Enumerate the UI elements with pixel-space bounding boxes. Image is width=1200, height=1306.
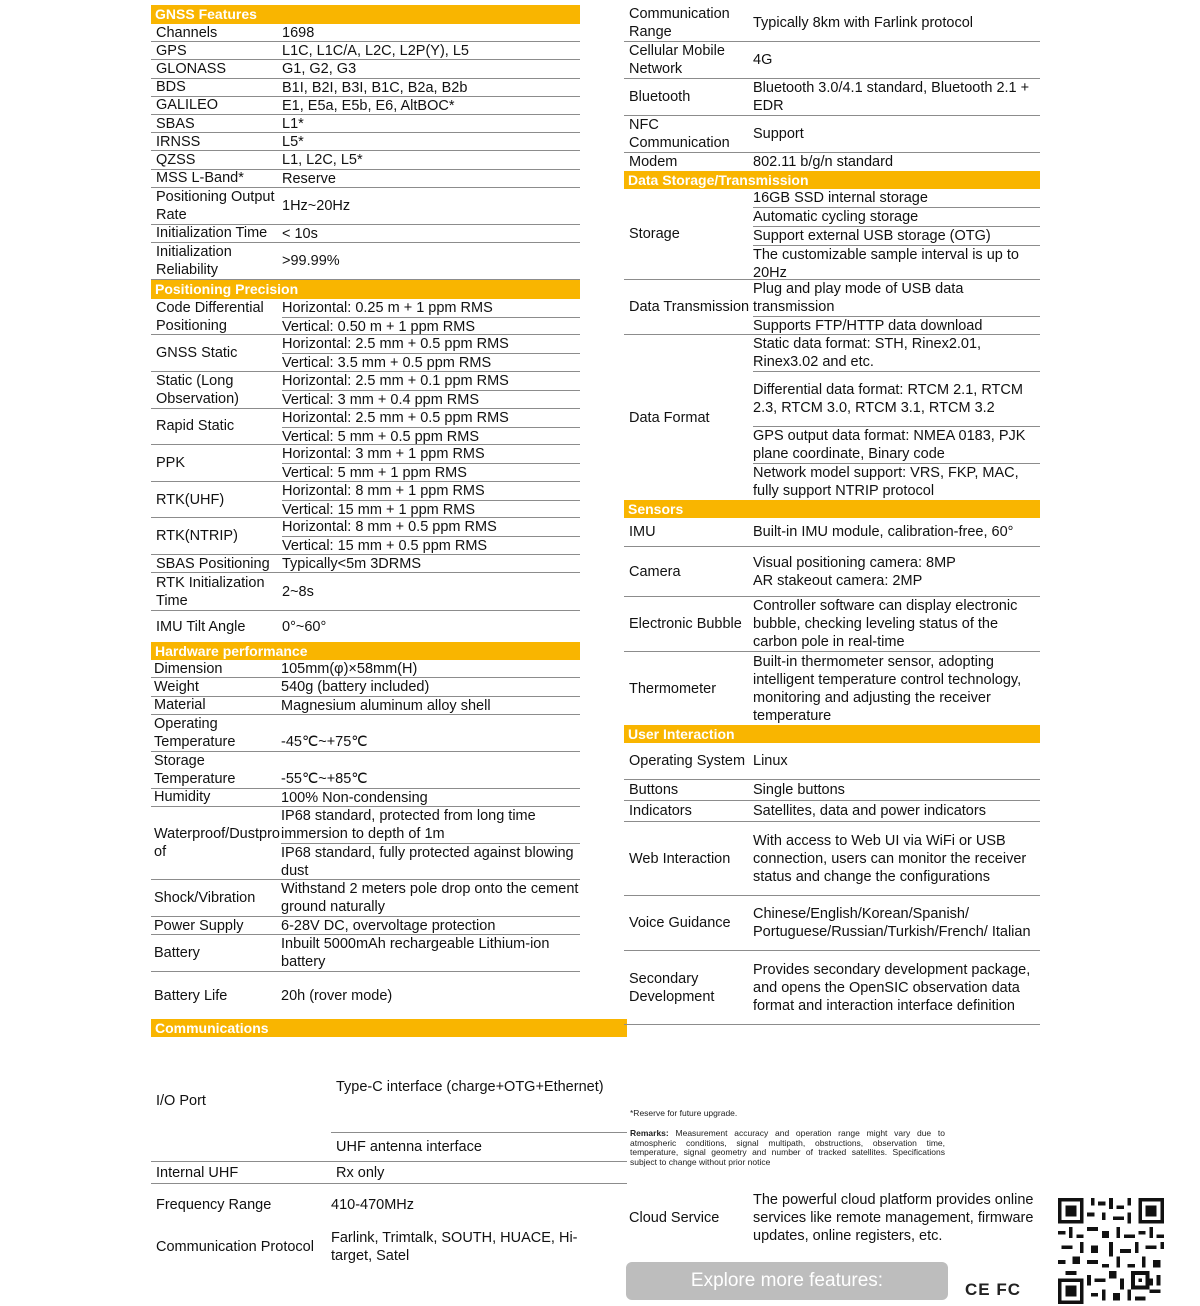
- spec-label: Web Interaction: [629, 850, 731, 867]
- spec-value: Plug and play mode of USB data transmission: [753, 281, 964, 316]
- spec-value: Horizontal: 2.5 mm + 0.5 ppm RMS: [282, 336, 509, 353]
- spec-label: IMU: [629, 524, 656, 541]
- spec-row: [624, 822, 1040, 896]
- spec-value: 4G: [753, 52, 773, 68]
- spec-label: Internal UHF: [156, 1164, 239, 1181]
- spec-value: Horizontal: 2.5 mm + 0.5 ppm RMS: [282, 409, 509, 426]
- spec-label: RTK(NTRIP): [156, 528, 238, 545]
- spec-row: [151, 79, 580, 97]
- spec-value: -45℃~+75℃: [281, 733, 368, 750]
- spec-label: Humidity: [154, 789, 211, 806]
- spec-value: Withstand 2 meters pole drop onto the cement ground naturally: [281, 880, 579, 915]
- spec-row: [151, 97, 580, 115]
- spec-value: Vertical: 0.50 m + 1 ppm RMS: [282, 317, 580, 336]
- spec-value: L1, L2C, L5*: [282, 152, 363, 169]
- left-spec-table: [151, 5, 580, 1005]
- spec-label: Buttons: [629, 782, 679, 799]
- spec-label: Battery: [154, 945, 200, 962]
- spec-label: SBAS: [156, 115, 195, 132]
- spec-row: [624, 801, 1040, 822]
- spec-row: [624, 652, 1040, 725]
- spec-row: [624, 189, 1040, 280]
- spec-value: Static data format: STH, Rinex2.01, Rinex3.02 and etc.: [753, 336, 982, 371]
- spec-value: Network model support: VRS, FKP, MAC, fully support NTRIP protocol: [753, 463, 1040, 500]
- spec-row: [151, 243, 580, 280]
- spec-row: [151, 972, 580, 1005]
- spec-row: [151, 133, 580, 151]
- spec-label: Material: [154, 697, 206, 714]
- spec-label: Communication Range: [629, 6, 730, 40]
- spec-label: IMU Tilt Angle: [156, 618, 246, 635]
- spec-row: [151, 880, 580, 917]
- spec-value: Provides secondary development package, and opens the OpenSIC observation data format and interaction interface definition: [753, 961, 1031, 1014]
- explore-features-button[interactable]: Explore more features:: [626, 1262, 948, 1300]
- spec-value: Horizontal: 3 mm + 1 ppm RMS: [282, 446, 485, 463]
- spec-row: [624, 518, 1040, 547]
- spec-row: [151, 697, 580, 715]
- spec-value: E1, E5a, E5b, E6, AltBOC*: [282, 97, 455, 114]
- spec-label: Frequency Range: [156, 1197, 272, 1213]
- spec-value: G1, G2, G3: [282, 61, 357, 78]
- spec-row: [151, 715, 580, 752]
- spec-value: 100% Non-condensing: [281, 789, 428, 806]
- spec-row: [624, 780, 1040, 801]
- spec-row: [151, 225, 580, 243]
- spec-value: Horizontal: 8 mm + 0.5 ppm RMS: [282, 519, 497, 536]
- spec-value: 1698: [282, 25, 315, 41]
- spec-label: Modem: [629, 154, 678, 171]
- spec-label: RTK(UHF): [156, 491, 225, 508]
- spec-row: [151, 24, 580, 42]
- spec-label: Data Format: [629, 409, 710, 426]
- spec-value: Vertical: 3.5 mm + 0.5 ppm RMS: [282, 353, 580, 372]
- spec-row: [624, 42, 1040, 79]
- spec-label: Positioning Output Rate: [156, 188, 275, 223]
- spec-label: PPK: [156, 455, 186, 472]
- spec-label: IRNSS: [156, 133, 201, 150]
- section-title: Positioning Precision: [151, 280, 580, 299]
- spec-row: [624, 597, 1040, 652]
- section-title: Data Storage/Transmission: [624, 171, 1040, 189]
- spec-row: [151, 573, 580, 611]
- spec-value: 2~8s: [282, 583, 314, 600]
- spec-value: L5*: [282, 134, 304, 151]
- spec-value: Support: [753, 126, 804, 142]
- spec-label: Camera: [629, 563, 681, 580]
- spec-row: [151, 789, 580, 807]
- spec-value: 802.11 b/g/n standard: [753, 154, 894, 171]
- remarks-label: Remarks:: [630, 1128, 669, 1138]
- remarks-text: Measurement accuracy and operation range might vary due to atmospheric conditions, signal multipath, obstructions, observation time, temperature, signal geometry and number of tracked satellites. Specifications subject to change without prior notice: [630, 1128, 945, 1167]
- spec-value: 410-470MHz: [331, 1197, 415, 1213]
- spec-value: Typically 8km with Farlink protocol: [753, 15, 973, 31]
- section-sensors: [624, 500, 1040, 725]
- section-title: User Interaction: [624, 725, 1040, 743]
- spec-row: [151, 445, 580, 482]
- spec-label: Waterproof/Dustproof: [154, 825, 280, 860]
- spec-value: Built-in IMU module, calibration-free, 60°: [753, 524, 1014, 541]
- spec-value: Vertical: 3 mm + 0.4 ppm RMS: [282, 390, 580, 409]
- spec-row: [624, 280, 1040, 335]
- spec-value: Typically<5m 3DRMS: [282, 556, 421, 573]
- spec-label: Code Differential Positioning: [156, 299, 264, 334]
- spec-label: Weight: [154, 679, 199, 695]
- spec-value: IP68 standard, protected from long time immersion to depth of 1m: [281, 807, 536, 842]
- spec-row: [151, 518, 580, 555]
- spec-value: B1I, B2I, B3I, B1C, B2a, B2b: [282, 79, 468, 96]
- spec-row: [624, 335, 1040, 500]
- spec-label: Storage Temperature: [154, 752, 236, 787]
- spec-row: [624, 896, 1040, 951]
- spec-row: [151, 555, 580, 573]
- spec-value: Single buttons: [753, 782, 845, 799]
- spec-row: [151, 660, 580, 678]
- spec-value: L1*: [282, 115, 304, 132]
- spec-label: Battery Life: [154, 988, 228, 1005]
- spec-value: < 10s: [282, 225, 318, 242]
- spec-row: [624, 153, 1040, 171]
- spec-value: Inbuilt 5000mAh rechargeable Lithium-ion battery: [281, 936, 550, 971]
- spec-label: Dimension: [154, 660, 223, 677]
- spec-value: 540g (battery included): [281, 679, 430, 696]
- spec-value: Vertical: 15 mm + 1 ppm RMS: [282, 500, 580, 519]
- spec-row: [151, 372, 580, 409]
- spec-value: Automatic cycling storage: [753, 207, 1040, 226]
- spec-value: Supports FTP/HTTP data download: [753, 316, 1040, 335]
- spec-row: [151, 935, 580, 972]
- spec-value: Linux: [753, 753, 788, 770]
- spec-value: 16GB SSD internal storage: [753, 190, 928, 207]
- spec-value: GPS output data format: NMEA 0183, PJK plane coordinate, Binary code: [753, 426, 1040, 463]
- spec-label: Channels: [156, 24, 218, 41]
- spec-label: GPS: [156, 42, 187, 59]
- spec-value: Rx only: [336, 1164, 385, 1181]
- spec-value: Visual positioning camera: 8MP AR stakeout camera: 2MP: [753, 554, 956, 589]
- spec-value: Type-C interface (charge+OTG+Ethernet): [331, 1041, 627, 1133]
- section-title: Communications: [151, 1019, 627, 1037]
- spec-value: Built-in thermometer sensor, adopting intelligent temperature control technology, monitoring and adjusting the receiver temperature: [753, 653, 1022, 724]
- spec-value: Differential data format: RTCM 2.1, RTCM 2.3, RTCM 3.0, RTCM 3.1, RTCM 3.2: [753, 371, 1040, 426]
- spec-label: Indicators: [629, 803, 692, 820]
- section-user-interaction: [624, 725, 1040, 1025]
- spec-row: [151, 752, 580, 789]
- spec-value: Controller software can display electronic bubble, checking leveling status of the carbon pole in real-time: [753, 598, 1018, 651]
- spec-value: Vertical: 15 mm + 0.5 ppm RMS: [282, 536, 580, 555]
- certification-marks: CE FC: [965, 1280, 1021, 1299]
- spec-label: Power Supply: [154, 917, 244, 934]
- spec-label: Shock/Vibration: [154, 889, 256, 906]
- spec-label: Cloud Service: [629, 1210, 720, 1226]
- spec-row: [624, 5, 1040, 42]
- spec-label: Initialization Time: [156, 225, 268, 242]
- spec-value: Horizontal: 0.25 m + 1 ppm RMS: [282, 299, 493, 316]
- spec-value: The powerful cloud platform provides online services like remote management, firmware updates, online registers, etc.: [753, 1192, 1034, 1244]
- right-spec-table: [624, 5, 1040, 1025]
- spec-row: [151, 482, 580, 519]
- spec-label: I/O Port: [156, 1093, 206, 1109]
- spec-row: [151, 42, 580, 60]
- spec-value: Chinese/English/Korean/Spanish/ Portuguese/Russian/Turkish/French/ Italian: [753, 906, 1031, 941]
- spec-value: 0°~60°: [282, 618, 327, 635]
- section-positioning-precision: [151, 280, 580, 642]
- spec-label: Initialization Reliability: [156, 243, 232, 278]
- spec-value: Bluetooth 3.0/4.1 standard, Bluetooth 2.1 + EDR: [753, 80, 1030, 114]
- spec-row: [151, 115, 580, 133]
- spec-label: GNSS Static: [156, 345, 238, 362]
- spec-row: [151, 1226, 627, 1268]
- spec-value: The customizable sample interval is up to 20Hz: [753, 245, 1040, 282]
- spec-row: [151, 170, 580, 188]
- spec-label: RTK Initialization Time: [156, 574, 265, 609]
- section-title: GNSS Features: [151, 5, 580, 24]
- spec-value: Support external USB storage (OTG): [753, 226, 1040, 245]
- spec-row: [151, 299, 580, 336]
- section-title: Hardware performance: [151, 642, 580, 660]
- spec-value: Magnesium aluminum alloy shell: [281, 697, 491, 714]
- spec-label: GALILEO: [156, 97, 219, 114]
- section-title: Sensors: [624, 500, 1040, 518]
- reserve-note: *Reserve for future upgrade.: [630, 1108, 738, 1118]
- spec-label: Data Transmission: [629, 299, 750, 316]
- spec-value: L1C, L1C/A, L2C, L2P(Y), L5: [282, 43, 469, 60]
- spec-value: Vertical: 5 mm + 0.5 ppm RMS: [282, 427, 580, 446]
- spec-label: BDS: [156, 79, 186, 96]
- spec-label: Operating System: [629, 753, 746, 770]
- spec-label: NFC Communication: [629, 117, 730, 151]
- section-communications-cont: [624, 5, 1040, 171]
- spec-row: [624, 79, 1040, 116]
- spec-value: Reserve: [282, 170, 336, 187]
- spec-row: [151, 807, 580, 880]
- spec-value: 1Hz~20Hz: [282, 197, 351, 214]
- section-communications: [151, 1019, 627, 1268]
- spec-row: [151, 188, 580, 225]
- spec-label: Bluetooth: [629, 89, 691, 105]
- spec-label: QZSS: [156, 151, 196, 168]
- spec-label: Voice Guidance: [629, 915, 731, 932]
- cloud-service-row: [624, 1189, 1044, 1247]
- spec-value: Horizontal: 8 mm + 1 ppm RMS: [282, 482, 485, 499]
- spec-row: [624, 743, 1040, 780]
- spec-value: 6-28V DC, overvoltage protection: [281, 917, 496, 934]
- spec-row: [151, 1041, 627, 1162]
- spec-row: [151, 1184, 627, 1226]
- spec-label: SBAS Positioning: [156, 555, 270, 572]
- spec-value: 105mm(φ)×58mm(H): [281, 661, 418, 678]
- spec-row: [151, 409, 580, 446]
- spec-value: With access to Web UI via WiFi or USB connection, users can monitor the receiver status and change the configurations: [753, 832, 1027, 885]
- spec-label: Communication Protocol: [156, 1239, 314, 1255]
- spec-label: GLONASS: [156, 60, 227, 77]
- spec-row: [624, 951, 1040, 1025]
- section-gnss: [151, 5, 580, 280]
- spec-value: Horizontal: 2.5 mm + 0.1 ppm RMS: [282, 373, 509, 390]
- spec-label: Cellular Mobile Network: [629, 43, 725, 77]
- spec-value: UHF antenna interface: [336, 1139, 482, 1155]
- spec-label: Operating Temperature: [154, 715, 236, 750]
- spec-row: [151, 917, 580, 935]
- remarks-note: [630, 1129, 945, 1167]
- spec-row: [624, 116, 1040, 153]
- spec-value: Farlink, Trimtalk, SOUTH, HUACE, Hi-target, Satel: [331, 1230, 578, 1264]
- section-data-storage: [624, 171, 1040, 500]
- spec-value: >99.99%: [282, 252, 340, 269]
- spec-label: Rapid Static: [156, 418, 235, 435]
- spec-row: [151, 335, 580, 372]
- spec-row: [151, 611, 580, 642]
- spec-value: -55℃~+85℃: [281, 770, 368, 787]
- spec-value: Vertical: 5 mm + 1 ppm RMS: [282, 463, 580, 482]
- qr-code-icon[interactable]: [1058, 1198, 1164, 1304]
- spec-label: MSS L-Band*: [156, 170, 244, 187]
- spec-label: Electronic Bubble: [629, 616, 742, 633]
- spec-label: Storage: [629, 226, 680, 243]
- spec-label: Static (Long Observation): [156, 372, 240, 407]
- spec-row: [151, 151, 580, 169]
- section-hardware-performance: [151, 642, 580, 1005]
- spec-row: [151, 1162, 627, 1184]
- spec-value: Satellites, data and power indicators: [753, 803, 986, 820]
- spec-value: IP68 standard, fully protected against blowing dust: [281, 843, 580, 880]
- spec-label: Thermometer: [629, 680, 717, 697]
- spec-row: [151, 678, 580, 696]
- spec-label: Secondary Development: [629, 970, 715, 1005]
- spec-row: [624, 547, 1040, 597]
- spec-row: [151, 60, 580, 78]
- spec-value: 20h (rover mode): [281, 988, 393, 1005]
